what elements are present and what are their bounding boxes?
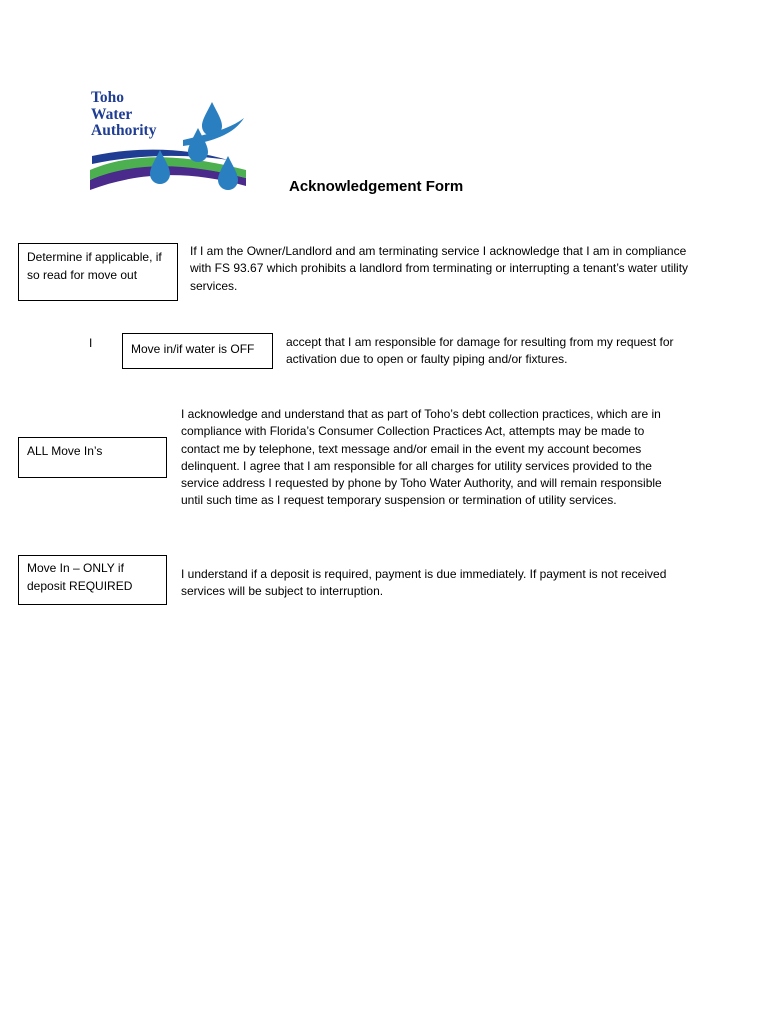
- logo-line-2: Water: [91, 105, 133, 123]
- logo-wordmark: [91, 90, 156, 140]
- toho-water-authority-logo: [88, 90, 248, 198]
- page-title: Acknowledgement Form: [289, 178, 464, 195]
- activation-damage-paragraph: accept that I am responsible for damage for resulting from my request for activation due to open or faulty piping and/or fixtures.: [286, 335, 674, 367]
- move-in-water-off-box: Move in/if water is OFF: [122, 333, 273, 369]
- landlord-termination-paragraph: If I am the Owner/Landlord and am terminating service I acknowledge that I am in compliance with FS 93.67 which prohibits a landlord from terminating or interrupting a tenant’s water utility services.: [190, 244, 689, 293]
- water-drop-icon: [202, 102, 222, 136]
- logo-line-1: Toho: [91, 89, 125, 106]
- section-prefix-i: I: [89, 336, 93, 350]
- debt-collection-paragraph: I acknowledge and understand that as part of Toho’s debt collection practices, which are in compliance with Florida’s Consumer Collection Practices Act, attempts may be made to contact me by telephone, text message and/or email in the event my account becomes delinquent. I agree that I am responsible for all charges for utility services provided to the service address I requested by phone by Toho Water Authority, and will remain responsible until such time as I request temporary suspension or termination of utility services.: [181, 407, 662, 508]
- water-drop-icon: [218, 156, 238, 190]
- logo-line-3: Authority: [91, 122, 157, 139]
- deposit-payment-paragraph: I understand if a deposit is required, payment is due immediately. If payment is not received services will be subject to interruption.: [181, 567, 667, 599]
- deposit-required-box: Move In – ONLY if deposit REQUIRED: [18, 555, 167, 605]
- all-move-ins-box: ALL Move In’s: [18, 437, 167, 478]
- move-out-applicability-box: Determine if applicable, if so read for move out: [18, 243, 178, 301]
